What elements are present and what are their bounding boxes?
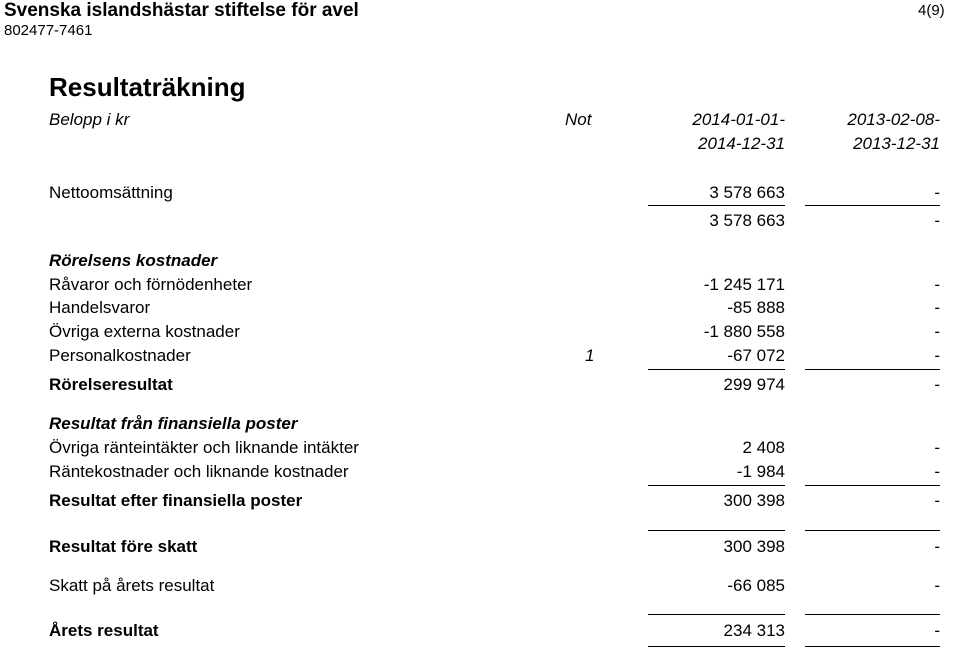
column-header-previous-start: 2013-02-08- [847,110,940,129]
underline-rule [805,205,940,206]
row-label-efter-finansiella: Resultat efter finansiella poster [49,491,303,510]
row-label-fore-skatt: Resultat före skatt [49,537,198,556]
value-previous-ravaror: - [934,275,940,294]
underline-rule [648,369,785,370]
value-previous-efter-finansiella: - [934,491,940,510]
column-header-previous-end: 2013-12-31 [853,134,940,153]
value-previous-rorelseresultat: - [934,375,940,394]
page-number: 4(9) [918,2,945,19]
value-previous-subtotal: - [934,211,940,230]
value-current-ravaror: -1 245 171 [703,275,785,294]
value-current-personalkostnader: -67 072 [727,346,785,365]
underline-rule [648,485,785,486]
section-heading-rorelsens-kostnader: Rörelsens kostnader [49,251,218,270]
value-previous-ranteintakter: - [934,438,940,457]
row-label-arets-resultat: Årets resultat [49,621,159,640]
underline-rule [648,646,785,647]
value-previous-skatt: - [934,576,940,595]
underline-rule [805,530,940,531]
column-header-current-start: 2014-01-01- [692,110,785,129]
value-previous-ovriga-externa: - [934,322,940,341]
value-previous-handelsvaror: - [934,298,940,317]
underline-rule [648,530,785,531]
value-current-efter-finansiella: 300 398 [723,491,785,510]
underline-rule [648,614,785,615]
column-header-label: Belopp i kr [49,110,130,129]
row-label-rantekostnader: Räntekostnader och liknande kostnader [49,462,349,481]
value-current-rorelseresultat: 299 974 [723,375,785,394]
row-label-nettoomsattning: Nettoomsättning [49,183,173,202]
value-previous-arets-resultat: - [934,621,940,640]
organization-name: Svenska islandshästar stiftelse för avel [4,0,359,21]
value-previous-fore-skatt: - [934,537,940,556]
value-current-fore-skatt: 300 398 [723,537,785,556]
row-label-ranteintakter: Övriga ränteintäkter och liknande intäkter [49,438,359,457]
underline-rule [805,369,940,370]
row-label-rorelseresultat: Rörelseresultat [49,375,173,394]
page-title: Resultaträkning [49,72,246,102]
value-current-ranteintakter: 2 408 [742,438,785,457]
underline-rule [648,205,785,206]
row-label-personalkostnader: Personalkostnader [49,346,191,365]
column-header-current-end: 2014-12-31 [698,134,785,153]
organization-number: 802477-7461 [4,22,93,39]
value-current-ovriga-externa: -1 880 558 [703,322,785,341]
value-current-rantekostnader: -1 984 [736,462,785,481]
value-current-skatt: -66 085 [727,576,785,595]
row-label-ravaror: Råvaror och förnödenheter [49,275,253,294]
value-current-handelsvaror: -85 888 [727,298,785,317]
underline-rule [805,646,940,647]
column-header-note: Not [565,110,592,129]
underline-rule [805,614,940,615]
row-label-skatt: Skatt på årets resultat [49,576,215,595]
row-label-handelsvaror: Handelsvaror [49,298,151,317]
row-label-ovriga-externa: Övriga externa kostnader [49,322,240,341]
value-previous-nettoomsattning: - [934,183,940,202]
value-previous-personalkostnader: - [934,346,940,365]
section-heading-finansiella-poster: Resultat från finansiella poster [49,414,298,433]
note-reference: 1 [585,346,595,365]
value-current-nettoomsattning: 3 578 663 [709,183,785,202]
value-current-arets-resultat: 234 313 [723,621,785,640]
value-previous-rantekostnader: - [934,462,940,481]
underline-rule [805,485,940,486]
value-current-subtotal: 3 578 663 [709,211,785,230]
